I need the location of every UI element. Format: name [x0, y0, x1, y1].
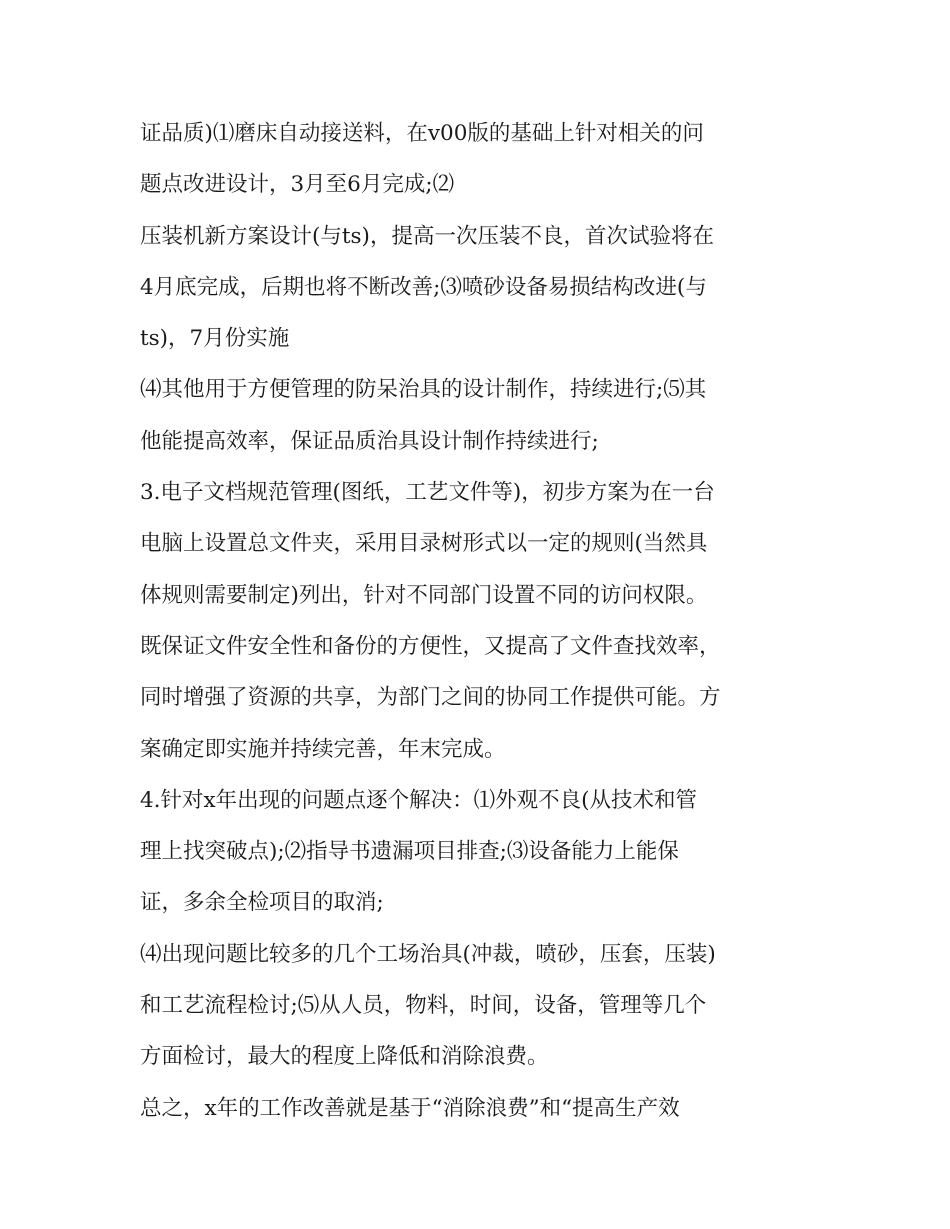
text-line: 3.电子文档规范管理(图纸，工艺文件等)，初步方案为在一台 — [140, 480, 715, 506]
text-line: 体规则需要制定)列出，针对不同部门设置不同的访问权限。 — [140, 582, 708, 608]
text-line: 同时增强了资源的共享，为部门之间的协同工作提供可能。方 — [140, 685, 721, 711]
text-line: 案确定即实施并持续完善，年末完成。 — [140, 736, 506, 762]
text-line: 方面检讨，最大的程度上降低和消除浪费。 — [140, 1044, 549, 1070]
text-line: 4月底完成，后期也将不断改善;⑶喷砂设备易损结构改进(与 — [140, 274, 707, 300]
text-line: ts)，7月份实施 — [140, 326, 290, 352]
text-line: 证品质)⑴磨床自动接送料，在v00版的基础上针对相关的问 — [140, 121, 704, 146]
text-line: 既保证文件安全性和备份的方便性，又提高了文件查找效率， — [140, 633, 721, 659]
text-line: 他能提高效率，保证品质治具设计制作持续进行; — [140, 428, 599, 454]
document-body — [140, 108, 820, 1134]
text-line: ⑷出现问题比较多的几个工场治具(冲裁，喷砂，压套，压装) — [140, 941, 716, 967]
text-line: 压装机新方案设计(与ts)，提高一次压装不良，首次试验将在 — [140, 223, 714, 249]
text-line: 电脑上设置总文件夹，采用目录树形式以一定的规则(当然具 — [140, 531, 708, 557]
text-line: 理上找突破点);⑵指导书遗漏项目排查;⑶设备能力上能保 — [140, 839, 679, 865]
text-line: 证，多余全检项目的取消; — [140, 890, 384, 916]
text-line: 和工艺流程检讨;⑸从人员，物料，时间，设备，管理等几个 — [140, 993, 707, 1019]
text-line: ⑷其他用于方便管理的防呆治具的设计制作，持续进行;⑸其 — [140, 377, 707, 403]
text-line: 4.针对x年出现的问题点逐个解决：⑴外观不良(从技术和管 — [140, 787, 698, 813]
text-line: 题点改进设计，3月至6月完成;⑵ — [140, 172, 455, 198]
text-line: 总之，x年的工作改善就是基于“消除浪费”和“提高生产效 — [140, 1095, 680, 1121]
